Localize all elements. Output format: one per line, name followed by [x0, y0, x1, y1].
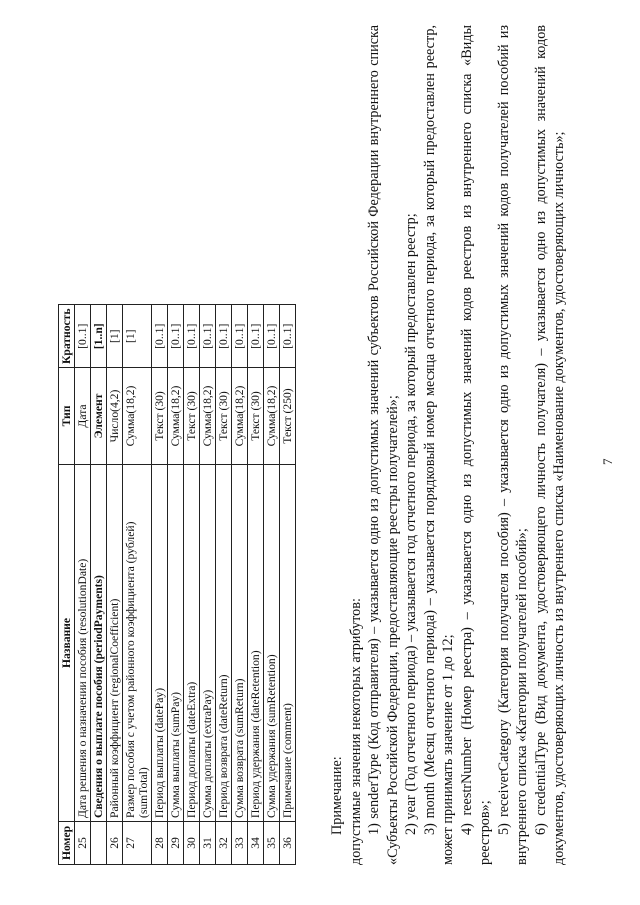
row-multiplicity: [1..n] [91, 305, 107, 368]
row-number: 35 [264, 822, 280, 865]
table-row [184, 305, 200, 865]
table-row [216, 305, 232, 865]
header-multiplicity: Кратность [59, 305, 75, 368]
table-row [168, 305, 184, 865]
notes-heading: Примечание: [329, 756, 345, 835]
attributes-table [58, 305, 296, 866]
row-type: Сумма(18,2) [123, 368, 152, 465]
notes-item: 1) senderType (Код отправителя) – указывается одно из допустимых значений субъектов Российской Федерации внутреннего списка «Субъекты Российской Федерации, предоставляющие реестры получателей»; [366, 25, 401, 865]
row-multiplicity: [0..1] [184, 305, 200, 368]
row-number: 25 [75, 822, 91, 865]
row-type: Число(4,2) [107, 368, 123, 465]
notes-item: 4) reestrNumber (Номер реестра) – указывается одно из допустимых значений кодов реестров из внутреннего списка «Виды реестров»; [458, 25, 493, 865]
table-row [280, 305, 296, 865]
attributes-table-wrapper [58, 305, 296, 866]
row-name: Период возврата (dateReturn) [216, 465, 232, 822]
row-multiplicity: [0..1] [248, 305, 264, 368]
row-name: Период доплаты (dateExtra) [184, 465, 200, 822]
row-multiplicity: [0..1] [152, 305, 168, 368]
row-number: 33 [232, 822, 248, 865]
row-type: Текст (30) [216, 368, 232, 465]
row-multiplicity: [0..1] [264, 305, 280, 368]
notes-item: 2) year (Год отчетного периода) – указывается год отчетного периода, за который предоставлен реестр; [403, 213, 419, 835]
row-type: Текст (30) [152, 368, 168, 465]
row-type: Сумма(18,2) [200, 368, 216, 465]
row-number: 32 [216, 822, 232, 865]
row-name: Примечание (comment) [280, 465, 296, 822]
row-type: Текст (30) [248, 368, 264, 465]
notes-block [328, 25, 569, 865]
table-row [91, 305, 107, 865]
row-type: Сумма(18,2) [168, 368, 184, 465]
row-number: 26 [107, 822, 123, 865]
row-name: Сумма возврата (sumReturn) [232, 465, 248, 822]
header-type: Тип [59, 368, 75, 465]
row-type: Сумма(18,2) [264, 368, 280, 465]
notes-intro: допустимые значения некоторых атрибутов: [347, 598, 364, 865]
row-name: Период удержания (dateRetention) [248, 465, 264, 822]
table-row [200, 305, 216, 865]
row-name: Период выплаты (datePay) [152, 465, 168, 822]
row-number: 34 [248, 822, 264, 865]
row-multiplicity: [0..1] [232, 305, 248, 368]
row-number: 36 [280, 822, 296, 865]
table-header-row [59, 305, 75, 865]
row-number: 27 [123, 822, 152, 865]
row-multiplicity: [0..1] [200, 305, 216, 368]
row-multiplicity: [0..1] [280, 305, 296, 368]
header-name: Название [59, 465, 75, 822]
row-name: Сумма выплаты (sumPay) [168, 465, 184, 822]
header-number: Номер [59, 822, 75, 865]
row-name: Сведения о выплате пособия (periodPayments) [91, 465, 107, 822]
table-row [248, 305, 264, 865]
row-multiplicity: [1] [123, 305, 152, 368]
table-row [152, 305, 168, 865]
table-row [107, 305, 123, 865]
row-number: 31 [200, 822, 216, 865]
row-name: Дата решения о назначении пособия (resolutionDate) [75, 465, 91, 822]
row-type: Текст (250) [280, 368, 296, 465]
row-multiplicity: [0..1] [168, 305, 184, 368]
table-row [232, 305, 248, 865]
notes-item: 6) credentialType (Вид документа, удостоверяющего личность получателя) – указывается одно из допустимых значений кодов документов, удостоверяющих личность из внутреннего списка «Наименование документов, удостоверяющих личность»; [532, 25, 567, 865]
row-name: Районный коэффициент (regionalCoefficient) [107, 465, 123, 822]
table-row [75, 305, 91, 865]
row-type: Текст (30) [184, 368, 200, 465]
row-number: 29 [168, 822, 184, 865]
row-name: Размер пособия с учетом районного коэффициента (рублей) (sumTotal) [123, 465, 152, 822]
row-type: Элемент [91, 368, 107, 465]
notes-list [365, 25, 569, 865]
row-multiplicity: [0..1] [75, 305, 91, 368]
page-number: 7 [600, 458, 615, 465]
row-number: 28 [152, 822, 168, 865]
row-multiplicity: [1] [107, 305, 123, 368]
row-type: Дата [75, 368, 91, 465]
row-name: Сумма удержания (sumRetention) [264, 465, 280, 822]
table-row [264, 305, 280, 865]
row-type: Сумма(18,2) [232, 368, 248, 465]
notes-item: 3) month (Месяц отчетного периода) – указывается порядковый номер месяца отчетного периода, за который предоставлен реестр, может принимать значение от 1 до 12; [421, 25, 456, 865]
row-multiplicity: [0..1] [216, 305, 232, 368]
table-row [123, 305, 152, 865]
row-number [91, 822, 107, 865]
row-number: 30 [184, 822, 200, 865]
table-body [75, 305, 296, 865]
row-name: Сумма доплаты (extraPay) [200, 465, 216, 822]
notes-item: 5) receiverCategory (Категория получателя пособия) – указывается одно из допустимых значений кодов получателей пособий из внутреннего списка «Категории получателей пособий»; [495, 25, 530, 865]
